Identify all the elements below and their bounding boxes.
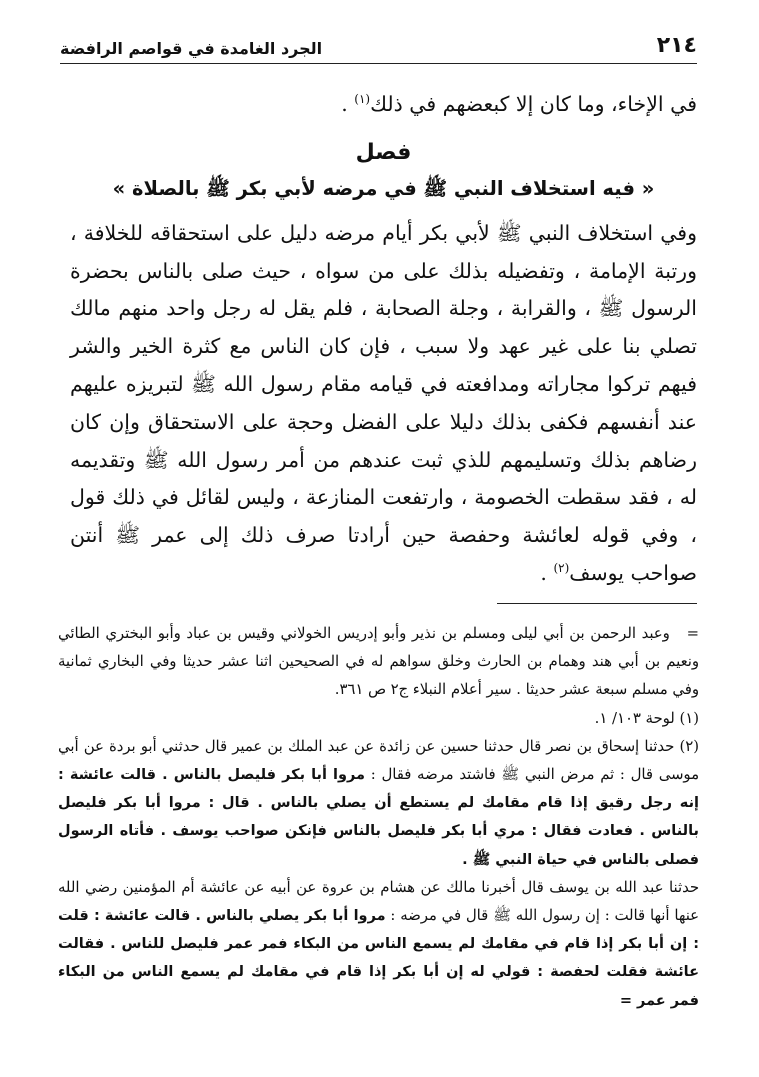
page-number: ٢١٤ <box>656 33 697 58</box>
intro-text: في الإخاء، وما كان إلا كبعضهم في ذلك <box>370 92 697 116</box>
main-text <box>70 86 697 593</box>
footnote-ref-2: (٢) <box>553 561 570 576</box>
footnote-divider <box>497 603 697 604</box>
footnote-1: (١) لوحة ١٠٣/ ١. <box>594 709 699 727</box>
footnote-3-quote: مروا أبا بكر يصلي بالناس . قالت عائشة : قلت : إن أبا بكر إذا قام في مقامك لم يسمع الناس من البكاء فمر عمر فليصل للناس . فقالت عائشة فقلت لحفصة : قولي له إن أبا بكر إذا قام في مقامك لم يسمع الناس من البكاء فمر عمر = <box>58 908 699 1009</box>
footnote-continuation <box>58 620 699 705</box>
footnote-3 <box>58 874 699 1015</box>
page-header <box>60 30 697 64</box>
footnote-2-intro: (٢) حدثنا إسحاق بن نصر قال حدثنا حسين عن زائدة عن عبد الملك بن عمير قال حدثني أبو بردة عن أبي موسى قال : ثم مرض النبي ﷺ فاشتد مرضه فقال : <box>58 737 699 784</box>
paragraph-text: وفي استخلاف النبي ﷺ لأبي بكر أيام مرضه دليل على استحقاقه للخلافة ، ورتبة الإمامة ، وتفضيله بذلك على من سواه ، حيث صلى بالناس بحضرة الرسول ﷺ ، والقرابة ، وجلة الصحابة ، فلم يقل له رجل واحد منهم مالك تصلي بنا على غير عهد ولا سبب ، فإن كان الناس مع كثرة الخير والشر فيهم تركوا مجاراته ومدافعته في قيامه مقام رسول الله ﷺ لتبريزه عليهم عند أنفسهم فكفى بذلك دليلا على الفضل وحجة على الاستحقاق وإن كان رضاهم بذلك وتسليمهم للذي ثبت عندهم من أمر رسول الله ﷺ وتقديمه له ، فقد سقطت الخصومة ، وارتفعت المنازعة ، وليس لقائل في ذلك قول ، وفي قوله لعائشة وحفصة حين أرادتا صرف ذلك إلى عمر ﷺ أنتن صواحب يوسف <box>70 220 697 585</box>
running-title: الجرد الغامدة في قواصم الرافضة <box>60 39 323 58</box>
section-heading: فصل <box>355 139 412 165</box>
continuation-mark: = <box>686 625 699 642</box>
body-paragraph <box>70 215 697 593</box>
intro-end: . <box>341 92 355 116</box>
footnote-2-quote: مروا أبا بكر فليصل بالناس . قالت عائشة : إنه رجل رقيق إذا قام مقامك لم يستطع أن يصلي بالناس . قال : مروا أبا بكر فليصل بالناس . فعادت فقال : مري أبا بكر فليصل بالناس فإنكن صواحب يوسف . فأتاه الرسول فصلى بالناس في حياة النبي ﷺ . <box>58 767 699 868</box>
footnote-3-intro: حدثنا عبد الله بن يوسف قال أخبرنا مالك عن هشام بن عروة عن أبيه عن عائشة أم المؤمنين رضي الله عنها أنها قالت : إن رسول الله ﷺ قال في مرضه : <box>58 878 699 925</box>
footnotes <box>58 620 699 1015</box>
footnote-ref-1: (١) <box>354 92 371 107</box>
footnote-2 <box>58 733 699 874</box>
section-subheading: « فيه استخلاف النبي ﷺ في مرضه لأبي بكر ﷺ بالصلاة » <box>112 176 655 200</box>
intro-line <box>70 86 697 124</box>
paragraph-end: . <box>540 560 554 585</box>
continuation-text: وعبد الرحمن بن أبي ليلى ومسلم بن نذير وأبو إدريس الخولاني وقيس بن عباد وأبو البختري الطائي ونعيم بن أبي هند وهمام بن الحارث وخلق سواهم له في الصحيحين اثنا عشر حديثا وفي البخاري ثمانية وفي مسلم سبعة عشر حديثا . سير أعلام النبلاء ج٢ ص ٣٦١. <box>58 625 699 699</box>
